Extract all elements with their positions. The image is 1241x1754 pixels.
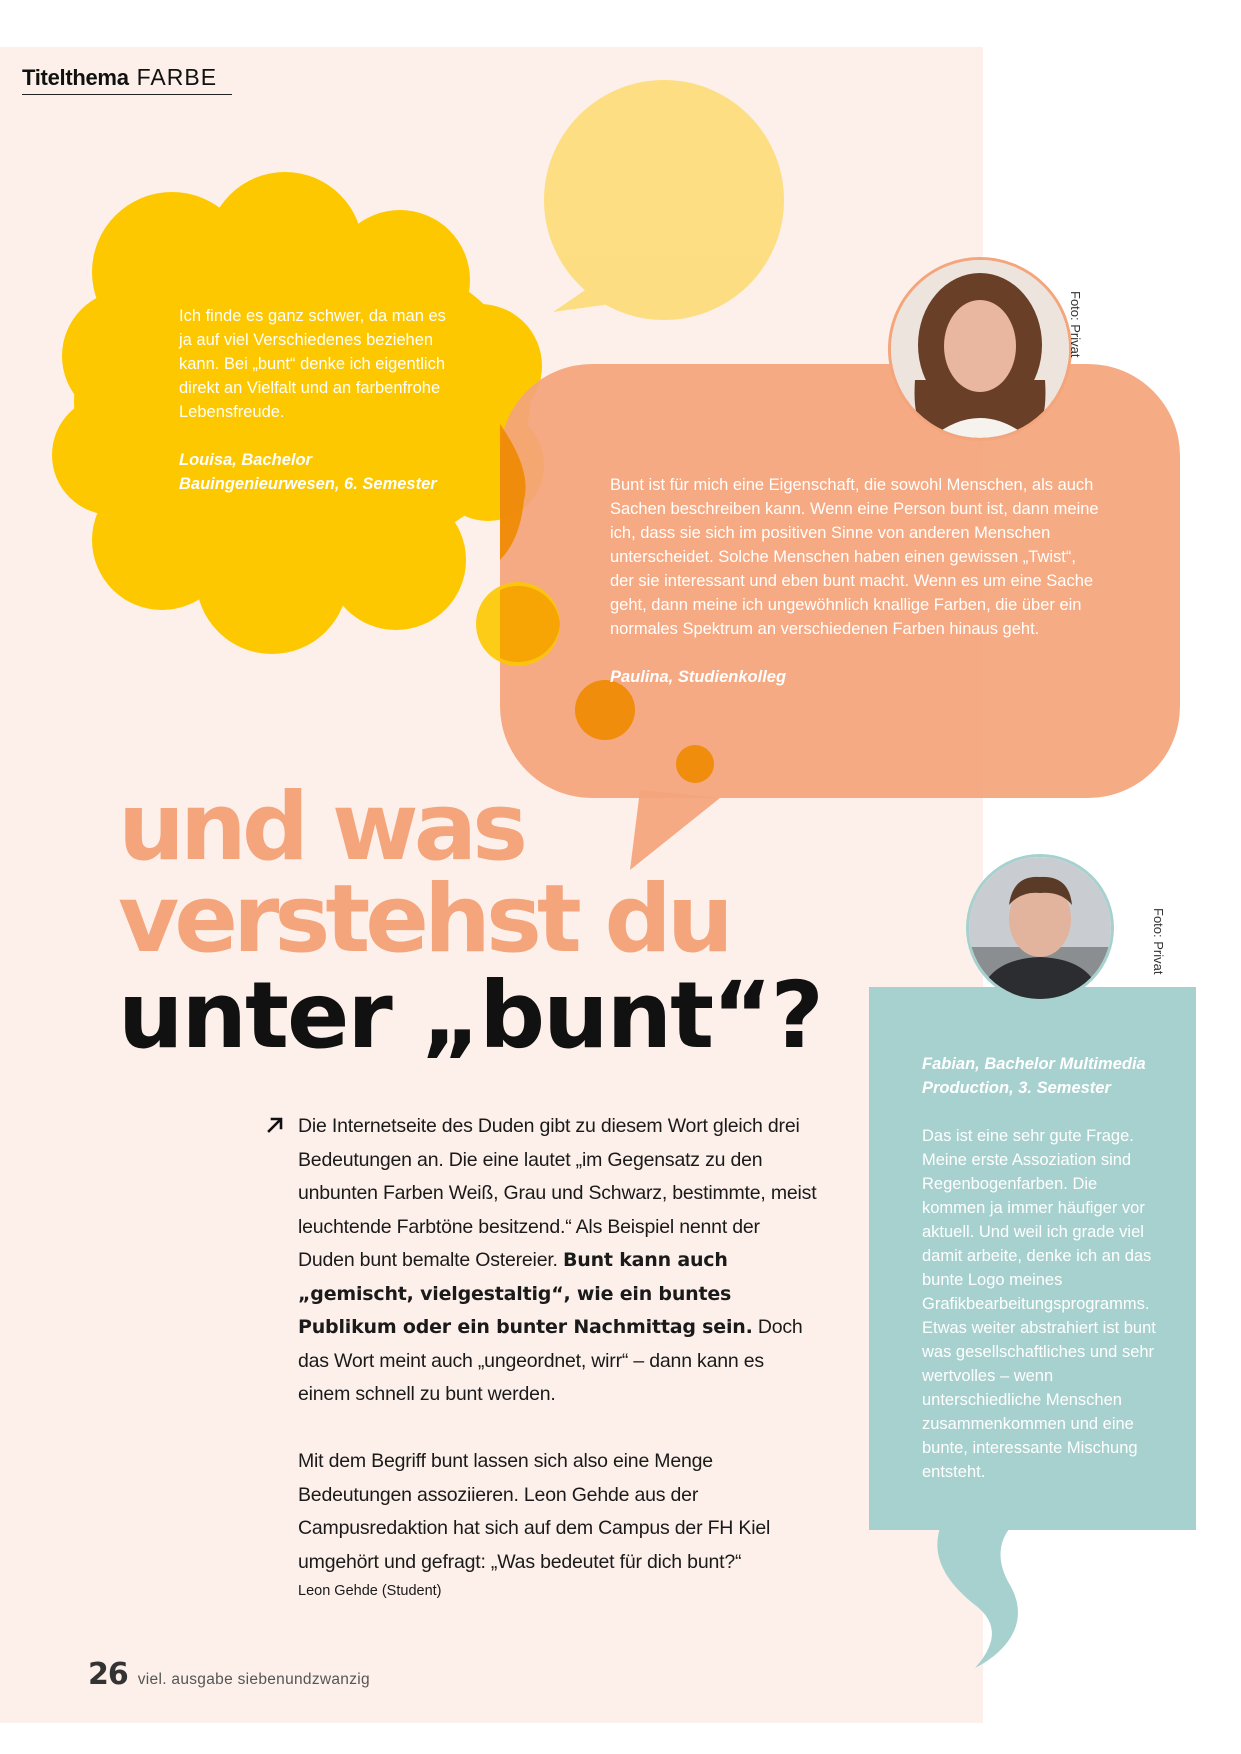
intro-text — [298, 1110, 818, 1579]
section-kicker: Titelthema — [22, 65, 129, 90]
quote-paulina-author: Paulina, Studienkolleg — [610, 668, 787, 686]
portrait-placeholder — [891, 260, 1069, 438]
intro-p1-end: Doch das Wort meint auch „ungeordnet, wirr“ – dann kann es einem schnell zu bunt werden. — [298, 1316, 803, 1405]
quote-paulina-text: Bunt ist für mich eine Eigenschaft, die sowohl Menschen, als auch Sachen beschreiben kann. Wenn eine Person bunt ist, dann meine ich, dass sie sich im positiven Sinne von anderen Menschen unterscheidet. Solche Menschen haben einen gewissen „Twist“, der sie interessant und eben bunt macht. Wenn es um eine Sache geht, dann meine ich ungewöhnlich knallige Farben, die über ein normales Spektrum an verschiedenen Farben hinaus geht. — [610, 476, 1099, 638]
quote-fabian-author: Fabian, Bachelor Multimedia Production, 3. Semester — [922, 1055, 1146, 1097]
intro-p1-start: Die Internetseite des Duden gibt zu diesem Wort gleich drei Bedeutungen an. Die eine lautet „im Gegensatz zu den unbunten Farben Weiß, Grau und Schwarz, bestimmte, meist leuchtende Farbtöne besitzend.“ Als Beispiel nennt der Duden bunt bemalte Ostereier. — [298, 1115, 817, 1271]
headline-line-2: verstehst du — [118, 865, 729, 974]
paulina-portrait — [888, 257, 1072, 441]
fabian-portrait — [966, 854, 1114, 1002]
quote-paulina — [610, 473, 1100, 689]
arrow-up-right-icon — [266, 1116, 284, 1134]
page-number: 26 — [88, 1657, 128, 1692]
quote-louisa — [179, 304, 451, 496]
quote-louisa-text: Ich finde es ganz schwer, da man es ja auf viel Verschiedenes beziehen kann. Bei „bunt“ denke ich eigentlich direkt an Vielfalt und an farbenfrohe Lebensfreude. — [179, 307, 446, 421]
author-byline: Leon Gehde (Student) — [298, 1583, 442, 1599]
section-topic: FARBE — [136, 64, 218, 90]
intro-p1-highlight: Bunt kann auch „gemischt, vielgestaltig“, wie ein buntes Publikum oder ein bunter Nachmittag sein. — [298, 1249, 753, 1338]
page-footer — [88, 1657, 370, 1697]
intro-paragraph-2: Mit dem Begriff bunt lassen sich also eine Menge Bedeutungen assoziieren. Leon Gehde aus der Campusredaktion hat sich auf dem Campus der FH Kiel umgehört und gefragt: „Was bedeutet für dich bunt?“ — [298, 1450, 771, 1573]
headline-line-3: unter „bunt“? — [118, 962, 822, 1069]
headline-line-1: und was — [118, 773, 524, 882]
quote-fabian — [922, 1052, 1162, 1484]
page-title — [118, 773, 898, 1069]
quote-louisa-author: Louisa, Bachelor Bauingenieurwesen, 6. Semester — [179, 451, 437, 493]
intro-paragraph-1 — [298, 1110, 818, 1412]
portrait-placeholder — [969, 857, 1111, 999]
issue-label: viel. ausgabe siebenundzwanzig — [137, 1671, 370, 1688]
photo-credit-fabian: Foto: Privat — [1151, 908, 1166, 975]
quote-fabian-text: Das ist eine sehr gute Frage. Meine erste Assoziation sind Regenbogenfarben. Die kommen ja immer häufiger vor aktuell. Und weil ich grade viel damit arbeite, denke ich an das bunte Logo meines Grafikbearbeitungsprogramms. Etwas weiter abstrahiert ist bunt was gesellschaftliches und sehr wertvolles – wenn unterschiedliche Menschen zusammenkommen und eine bunte, interessante Mischung entsteht. — [922, 1127, 1156, 1481]
light-yellow-speech-bubble — [544, 80, 784, 320]
photo-credit-paulina: Foto: Privat — [1068, 291, 1083, 358]
